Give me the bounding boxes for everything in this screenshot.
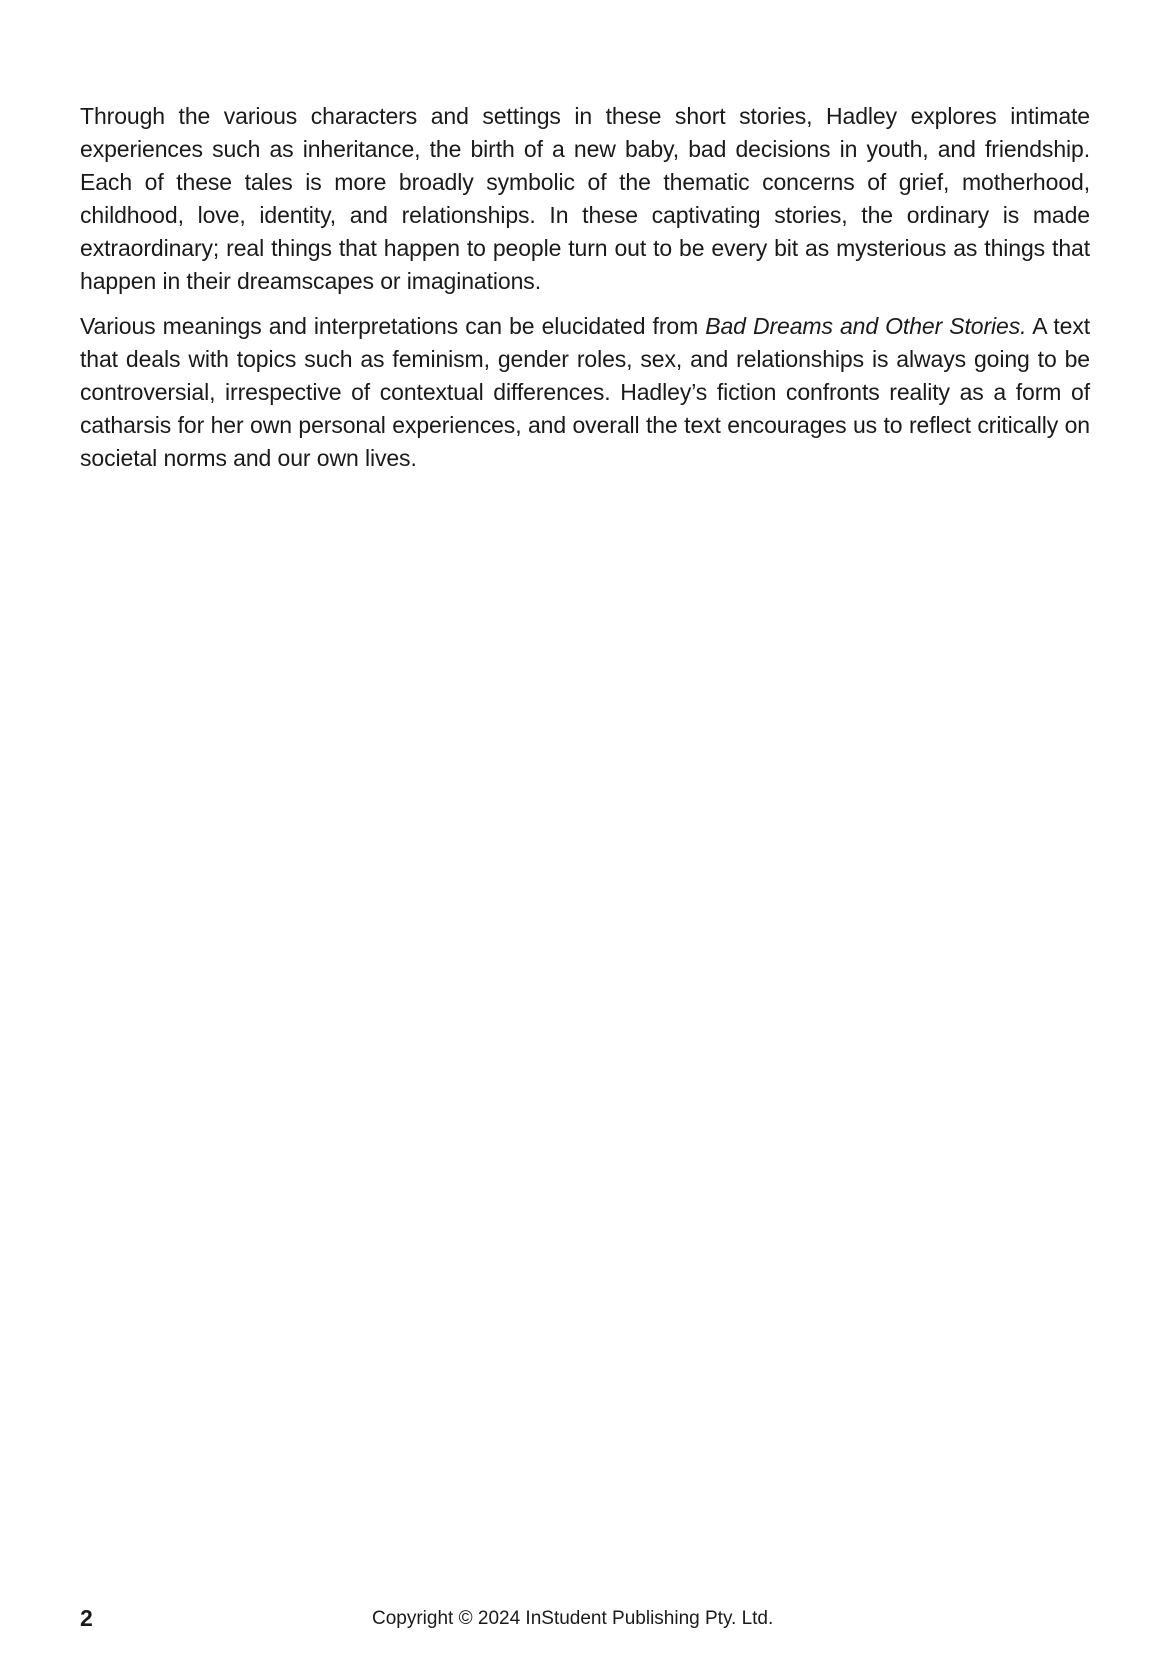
book-title: Bad Dreams and Other Stories. — [705, 313, 1027, 339]
page-footer — [80, 1603, 1090, 1633]
paragraph-2 — [80, 310, 1090, 475]
paragraph-2-intro: Various meanings and interpretations can be elucidated from — [80, 313, 706, 339]
page-number: 2 — [80, 1605, 93, 1631]
copyright-notice: Copyright © 2024 InStudent Publishing Pty. Ltd. — [372, 1608, 774, 1629]
body-text — [80, 100, 1090, 487]
paragraph-2-rest: A text that deals with topics such as feminism, gender roles, sex, and relationships is always going to be controversial, irrespective of contextual differences. Hadley’s fiction confronts reality as a form of catharsis for her own personal experiences, and overall the text encourages us to reflect critically on societal norms and our own lives. — [80, 313, 1091, 471]
paragraph-1: Through the various characters and settings in these short stories, Hadley explores intimate experiences such as inheritance, the birth of a new baby, bad decisions in youth, and friendship. Each of these tales is more broadly symbolic of the thematic concerns of grief, motherhood, childhood, love, identity, and relationships. In these captivating stories, the ordinary is made extraordinary; real things that happen to people turn out to be every bit as mysterious as things that happen in their dreamscapes or imaginations. — [80, 103, 1090, 294]
